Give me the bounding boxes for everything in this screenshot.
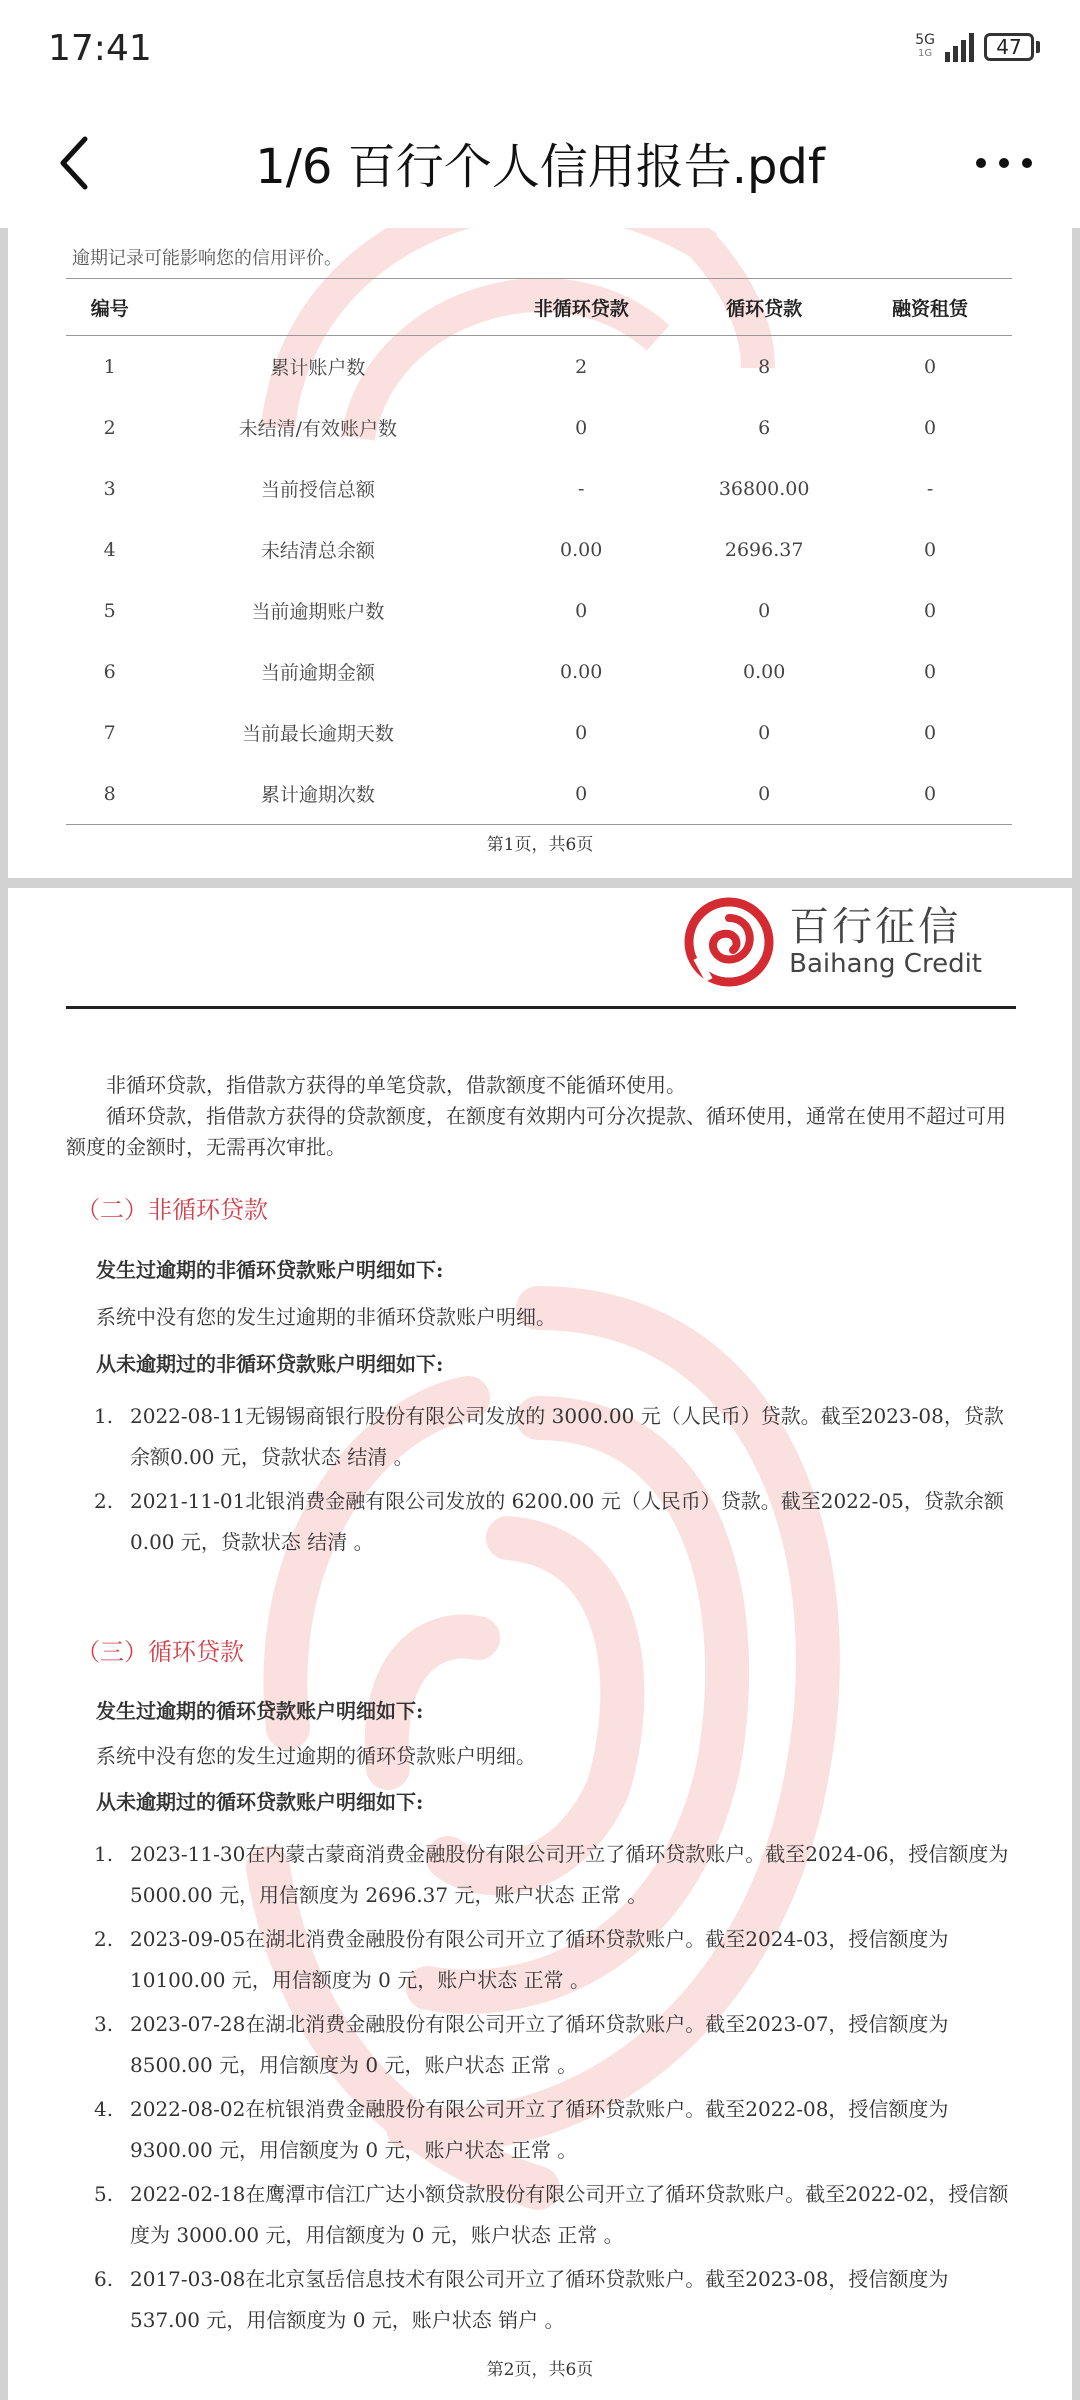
pdf-page-2[interactable] [8,888,1072,2400]
nonrevolving-loan-list [72,1396,1022,1566]
status-bar [0,0,1080,100]
pdf-page-1[interactable] [8,228,1072,878]
table-row: 2 未结清/有效账户数 0 6 0 [103,416,937,440]
page-footer: 第2页，共6页 [486,2360,594,2380]
table-row: 7 当前最长逾期天数 0 0 0 [103,721,937,745]
section-heading-revolving: （三）循环贷款 [76,1638,244,1666]
battery-icon [984,33,1040,61]
col-header-leasing: 融资租赁 [848,279,1012,336]
list-item: 3. 2023-07-28在湖北消费金融股份有限公司开立了循环贷款账户。截至2023-07，授信额度为 8500.00 元，用信额度为 0 元，账户状态 正常 。 [94,2012,949,2077]
revolving-loan-list [72,1834,1022,2344]
table-row: 1 累计账户数 2 8 0 [103,355,937,379]
back-arrow-icon [55,135,95,191]
more-options-button[interactable] [964,128,1044,198]
header-divider [66,1006,1016,1009]
table-row: 5 当前逾期账户数 0 0 0 [103,599,937,623]
title-bar [0,100,1080,228]
status-icons [915,32,1040,62]
col-header-nonrevolving: 非循环贷款 [482,279,680,336]
intro-text: 逾期记录可能影响您的信用评价。 [72,248,342,269]
network-indicator: 5G 1G [915,32,935,59]
table-row: 3 当前授信总额 - 36800.00 - [103,477,934,501]
back-button[interactable] [40,128,110,198]
col-header-number: 编号 [66,279,153,336]
nonrevolving-overdue-none: 系统中没有您的发生过逾期的非循环贷款账户明细。 [96,1305,556,1329]
baihang-logo [683,896,982,988]
more-icon [974,156,1034,170]
battery-level: 47 [984,33,1034,61]
document-title: 1/6 百行个人信用报告.pdf [255,139,825,195]
col-header-revolving: 循环贷款 [680,279,848,336]
loan-summary-table [66,278,1012,825]
status-time: 17:41 [48,28,152,69]
table-row: 8 累计逾期次数 0 0 0 [66,763,1012,825]
revolving-overdue-label: 发生过逾期的循环贷款账户明细如下: [96,1699,424,1723]
list-item: 2. 2021-11-01北银消费金融有限公司发放的 6200.00 元（人民币）贷款。截至2022-05，贷款余额 0.00 元，贷款状态 结清 。 [94,1489,1004,1554]
list-item: 1. 2022-08-11无锡锡商银行股份有限公司发放的 3000.00 元（人民币）贷款。截至2023-08，贷款余额0.00 元，贷款状态 结清 。 [94,1404,1004,1469]
list-item: 4. 2022-08-02在杭银消费金融股份有限公司开立了循环贷款账户。截至2022-08，授信额度为 9300.00 元，用信额度为 0 元，账户状态 正常 。 [94,2097,949,2162]
table-row: 4 未结清总余额 0.00 2696.37 0 [103,538,937,562]
nonrevolving-normal-label: 从未逾期过的非循环贷款账户明细如下: [96,1352,444,1376]
baihang-logo-icon [683,896,775,988]
list-item: 5. 2022-02-18在鹰潭市信江广达小额贷款股份有限公司开立了循环贷款账户。截至2022-02，授信额度为 3000.00 元，用信额度为 0 元，账户状态 正常 。 [94,2182,1009,2247]
section-heading-nonrevolving: （二）非循环贷款 [76,1196,268,1224]
page-footer: 第1页，共6页 [486,835,594,855]
list-item: 6. 2017-03-08在北京氢岳信息技术有限公司开立了循环贷款账户。截至2023-08，授信额度为 537.00 元，用信额度为 0 元，账户状态 销户 。 [94,2267,949,2332]
logo-text-cn: 百行征信 [789,904,962,950]
list-item: 1. 2023-11-30在内蒙古蒙商消费金融股份有限公司开立了循环贷款账户。截至2024-06，授信额度为 5000.00 元，用信额度为 2696.37 元，账户状态 正常 。 [94,1842,1009,1907]
nonrevolving-overdue-label: 发生过逾期的非循环贷款账户明细如下: [96,1258,444,1282]
col-header-item [153,279,482,336]
revolving-normal-label: 从未逾期过的循环贷款账户明细如下: [96,1790,424,1814]
logo-text-en: Baihang Credit [789,949,982,979]
table-header-row [66,279,1012,336]
signal-icon [945,32,974,62]
table-row: 6 当前逾期金额 0.00 0.00 0 [103,660,937,684]
revolving-overdue-none: 系统中没有您的发生过逾期的循环贷款账户明细。 [96,1744,536,1768]
list-item: 2. 2023-09-05在湖北消费金融股份有限公司开立了循环贷款账户。截至2024-03，授信额度为 10100.00 元，用信额度为 0 元，账户状态 正常 。 [94,1927,949,1992]
definitions-paragraph: 非循环贷款，指借款方获得的单笔贷款，借款额度不能循环使用。 循环贷款，指借款方获得的贷款额度，在额度有效期内可分次提款、循环使用，通常在使用不超过可用额度的金额时，无需再次审批。 [66,1073,1006,1159]
